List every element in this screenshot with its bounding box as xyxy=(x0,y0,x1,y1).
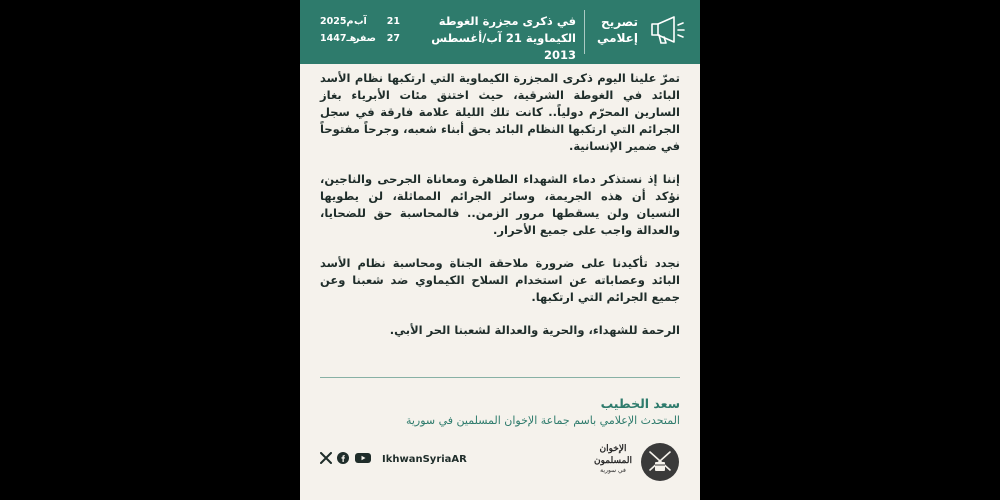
footer xyxy=(300,440,700,500)
signature-divider xyxy=(320,377,680,378)
signatory-title: المتحدث الإعلامي باسم جماعة الإخوان المسلمين في سورية xyxy=(405,414,680,427)
statement-title-line2: الكيماوية 21 آب/أغسطس 2013 xyxy=(431,31,576,62)
youtube-icon[interactable] xyxy=(355,452,371,464)
body-paragraph-3: نجدد تأكيدنا على ضرورة ملاحقة الجناة ومحاسبة نظام الأسد البائد وعصاباته عن استخدام السلاح الكيماوي ضد شعبنا وعن جميع الجرائم التي ارتكبها. xyxy=(320,256,680,304)
social-handle[interactable]: IkhwanSyriaAR xyxy=(382,454,467,465)
body-paragraph-2: إننا إذ نستذكر دماء الشهداء الطاهرة ومعاناة الجرحى والناجين، نؤكد أن هذه الجريمة، وسائر الجرائم المماثلة، لن يطويها النسيان ولن يسقطها مرور الزمن.. فالمحاسبة حق للضحايا، والعدالة واجب على جميع الأحرار. xyxy=(320,172,680,237)
body-paragraph-4: الرحمة للشهداء، والحرية والعدالة لشعبنا الحر الأبي. xyxy=(389,323,680,337)
facebook-icon[interactable] xyxy=(337,452,349,464)
hijri-day: 27 xyxy=(386,33,400,44)
crossed-swords-icon xyxy=(641,443,679,481)
statement-type-line2: إعلامي xyxy=(597,31,638,45)
statement-card xyxy=(300,0,700,500)
header-divider xyxy=(584,10,585,54)
megaphone-icon xyxy=(648,12,686,48)
gregorian-year: 2025م xyxy=(320,16,354,27)
gregorian-month: آب xyxy=(354,16,367,27)
logo-text-line2: في سورية xyxy=(600,467,626,474)
hijri-year: 1447هـ xyxy=(320,33,357,44)
x-icon[interactable] xyxy=(320,452,332,464)
statement-type-label xyxy=(588,14,638,46)
brotherhood-emblem-icon xyxy=(641,443,679,481)
gregorian-date xyxy=(320,16,400,30)
header-banner xyxy=(300,0,700,64)
signatory-name: سعد الخطيب xyxy=(600,396,680,411)
brotherhood-logo-text xyxy=(586,443,640,475)
gregorian-day: 21 xyxy=(386,16,400,27)
statement-title xyxy=(404,13,576,64)
statement-type-line1: تصريح xyxy=(601,15,638,29)
body-paragraph-1: تمرّ علينا اليوم ذكرى المجزرة الكيماوية التي ارتكبها نظام الأسد البائد في الغوطة الشرقية، حيث اختنق مئات الأبرياء بغاز السارين المحرّم دولياً.. كانت تلك الليلة علامة فارقة في سجل الجرائم التي ارتكبها النظام البائد بحق أبناء شعبه، وجرحاً مفتوحاً في ضمير الإنسانية. xyxy=(320,71,680,153)
hijri-date xyxy=(320,33,400,47)
hijri-month: صفر xyxy=(354,33,376,44)
statement-body xyxy=(320,70,680,355)
statement-title-line1: في ذكرى مجزرة الغوطة xyxy=(438,14,576,28)
logo-text-line1: الإخوان المسلمون xyxy=(594,444,632,466)
